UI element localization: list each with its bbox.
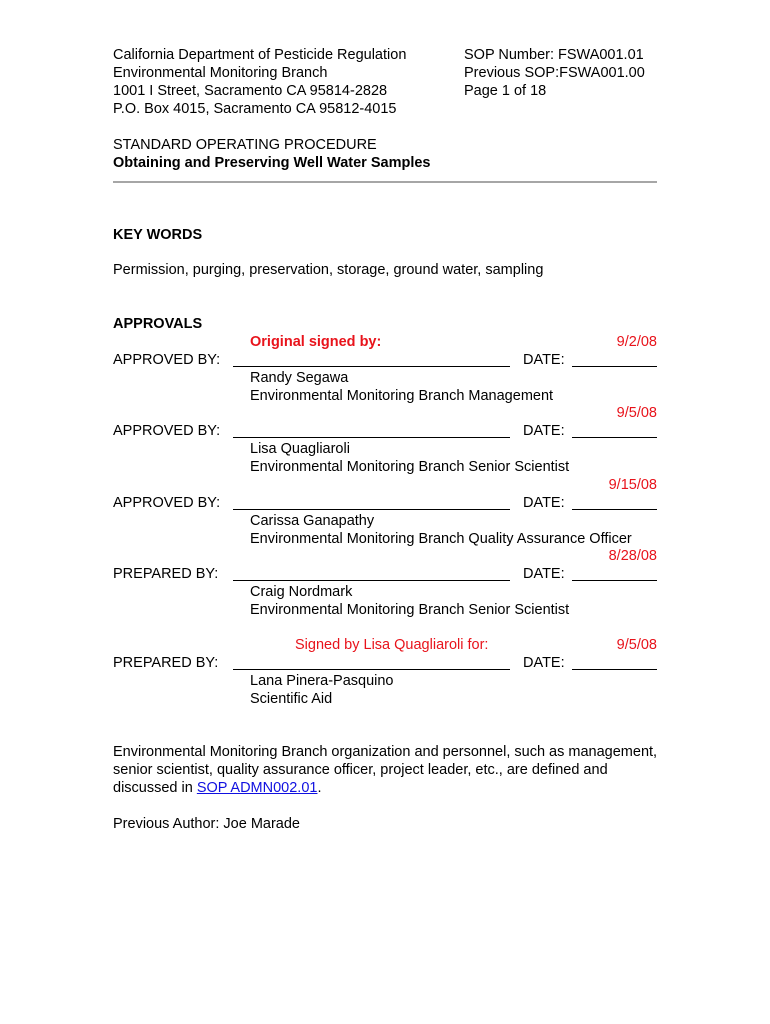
header-divider <box>113 181 657 183</box>
po-box-address: P.O. Box 4015, Sacramento CA 95812-4015 <box>113 101 397 117</box>
signer-title: Environmental Monitoring Branch Senior Scientist <box>250 459 570 475</box>
signed-date: 8/28/08 <box>608 548 657 564</box>
keywords-text: Permission, purging, preservation, storage, ground water, sampling <box>113 262 544 278</box>
signer-name: Craig Nordmark <box>250 584 353 600</box>
signature-label: APPROVED BY: <box>113 352 221 368</box>
signature-label: PREPARED BY: <box>113 655 219 671</box>
signature-label: APPROVED BY: <box>113 423 221 439</box>
signature-line <box>233 669 510 670</box>
signature-line <box>233 509 510 510</box>
previous-sop: Previous SOP:FSWA001.00 <box>464 65 645 81</box>
sop-admn-link[interactable]: SOP ADMN002.01 <box>196 780 318 796</box>
signature-line <box>233 366 510 367</box>
signature-row <box>113 654 657 672</box>
signature-note: Original signed by: <box>250 334 382 350</box>
signer-name: Lisa Quagliaroli <box>250 441 350 457</box>
page-number: Page 1 of 18 <box>464 83 547 99</box>
signer-title: Environmental Monitoring Branch Quality Assurance Officer <box>250 531 632 547</box>
date-label: DATE: <box>523 423 565 439</box>
sop-id-block <box>464 46 645 100</box>
agency-name: California Department of Pesticide Regulation <box>113 47 407 63</box>
signer-title: Scientific Aid <box>250 691 333 707</box>
signature-row <box>113 351 657 369</box>
date-line <box>572 509 657 510</box>
approvals-heading: APPROVALS <box>113 316 203 332</box>
signer-name: Randy Segawa <box>250 370 349 386</box>
street-address: 1001 I Street, Sacramento CA 95814-2828 <box>113 83 388 99</box>
sop-title: Obtaining and Preserving Well Water Samples <box>113 155 431 171</box>
date-label: DATE: <box>523 495 565 511</box>
signature-label: APPROVED BY: <box>113 495 221 511</box>
date-label: DATE: <box>523 352 565 368</box>
signature-row <box>113 494 657 512</box>
date-label: DATE: <box>523 566 565 582</box>
paragraph-end: . <box>317 780 322 796</box>
organization-paragraph <box>113 743 663 797</box>
signer-name: Carissa Ganapathy <box>250 513 375 529</box>
date-line <box>572 580 657 581</box>
date-label: DATE: <box>523 655 565 671</box>
signed-date: 9/5/08 <box>616 637 657 653</box>
signed-date: 9/2/08 <box>616 334 657 350</box>
agency-address-block <box>113 46 406 118</box>
paragraph-text: Environmental Monitoring Branch organization and personnel, such as management, senior scientist, quality assurance officer, project leader, etc., are defined and discussed in <box>113 744 658 796</box>
sop-number: SOP Number: FSWA001.01 <box>464 47 644 63</box>
date-line <box>572 437 657 438</box>
signed-date: 9/15/08 <box>608 477 657 493</box>
sop-type: STANDARD OPERATING PROCEDURE <box>113 137 377 153</box>
date-line <box>572 366 657 367</box>
signature-row <box>113 422 657 440</box>
signature-row <box>113 565 657 583</box>
signature-line <box>233 580 510 581</box>
branch-name: Environmental Monitoring Branch <box>113 65 328 81</box>
date-line <box>572 669 657 670</box>
signer-name: Lana Pinera-Pasquino <box>250 673 394 689</box>
keywords-heading: KEY WORDS <box>113 227 203 243</box>
signature-note: Signed by Lisa Quagliaroli for: <box>295 637 489 653</box>
signed-date: 9/5/08 <box>616 405 657 421</box>
signer-title: Environmental Monitoring Branch Management <box>250 388 554 404</box>
signature-label: PREPARED BY: <box>113 566 219 582</box>
signature-line <box>233 437 510 438</box>
signer-title: Environmental Monitoring Branch Senior Scientist <box>250 602 570 618</box>
previous-author: Previous Author: Joe Marade <box>113 816 300 832</box>
